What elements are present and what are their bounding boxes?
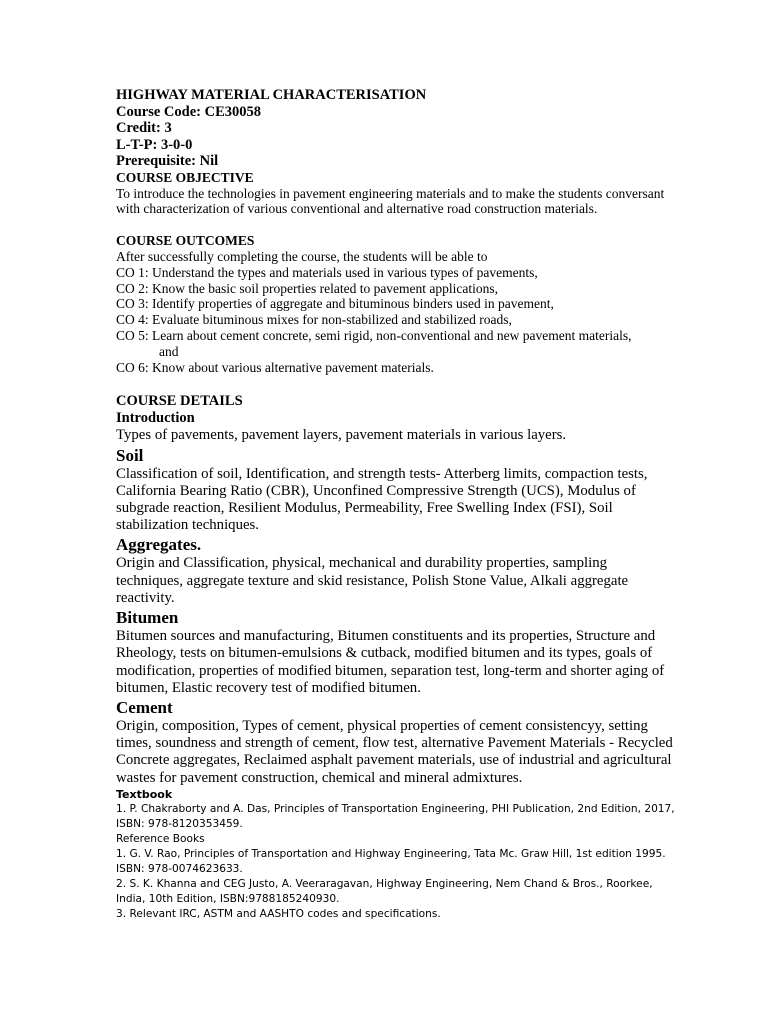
bitumen-title: Bitumen: [116, 608, 179, 628]
textbook-item: 1. P. Chakraborty and A. Das, Principles of Transportation Engineering, PHI Publication, 2nd Edition, 2017, ISBN: 978-8120353459.: [116, 802, 675, 830]
outcome-item: CO 6: Know about various alternative pavement materials.: [116, 359, 434, 375]
outcome-item: CO 1: Understand the types and materials used in various types of pavements,: [116, 264, 538, 280]
objective-text: To introduce the technologies in pavement engineering materials and to make the students conversant with characterization of various conventional and alternative road construction materials.: [116, 185, 665, 217]
objective-heading: COURSE OBJECTIVE: [116, 169, 254, 185]
outcomes-list: [116, 265, 676, 376]
course-prerequisite: Prerequisite: Nil: [116, 153, 219, 169]
bitumen-text: Bitumen sources and manufacturing, Bitumen constituents and its properties, Structure and Rheology, tests on bitumen-emulsions & cutback, modified bitumen and its types, goals of modification, properties of modified bitumen, separation test, long-term and shorter aging of bitumen, Elastic recovery test of modified bitumen.: [116, 628, 665, 696]
aggregates-title: Aggregates.: [116, 535, 202, 555]
outcomes-intro: After successfully completing the course, the students will be able to: [116, 249, 488, 265]
introduction-title: Introduction: [116, 410, 195, 427]
cement-title: Cement: [116, 697, 173, 717]
reference-item: 2. S. K. Khanna and CEG Justo, A. Veeraragavan, Highway Engineering, Nem Chand & Bros., Roorkee, India, 10th Edition, ISBN:9788185240930.: [116, 877, 653, 905]
outcomes-heading: COURSE OUTCOMES: [116, 233, 255, 249]
reference-heading: Reference Books: [116, 832, 205, 845]
soil-text: Classification of soil, Identification, and strength tests- Atterberg limits, compaction tests, California Bearing Ratio (CBR), Unconfined Compressive Strength (UCS), Modulus of subgrade reaction, Resilient Modulus, Permeability, Free Swelling Index (FSI), Soil stabilization techniques.: [116, 465, 648, 534]
outcome-item: CO 4: Evaluate bituminous mixes for non-stabilized and stabilized roads,: [116, 312, 512, 328]
aggregates-text: Origin and Classification, physical, mechanical and durability properties, sampling techniques, aggregate texture and skid resistance, Polish Stone Value, Alkali aggregate reactivity.: [116, 555, 629, 606]
textbook-heading: Textbook: [116, 787, 173, 801]
reference-item: 3. Relevant IRC, ASTM and AASHTO codes and specifications.: [116, 907, 441, 920]
syllabus-page: [116, 87, 676, 922]
course-code: Course Code: CE30058: [116, 103, 261, 120]
reference-item: 1. G. V. Rao, Principles of Transportation and Highway Engineering, Tata Mc. Graw Hill, 1st edition 1995. ISBN: 978-0074623633.: [116, 847, 666, 875]
course-ltp: L-T-P: 3-0-0: [116, 136, 193, 153]
outcome-item: CO 2: Know the basic soil properties related to pavement applications,: [116, 280, 499, 296]
outcome-item: CO 3: Identify properties of aggregate and bituminous binders used in pavement,: [116, 296, 554, 312]
cement-text: Origin, composition, Types of cement, physical properties of cement consistencyy, setting times, soundness and strength of cement, flow test, alternative Pavement Materials - Recycled Concrete aggregates, Reclaimed asphalt pavement materials, use of industrial and agricultural wastes for pavement construction, chemical and mineral admixtures.: [116, 717, 673, 786]
introduction-text: Types of pavements, pavement layers, pavement materials in various layers.: [116, 427, 567, 444]
outcome-item-continuation: and: [159, 343, 179, 359]
details-heading: COURSE DETAILS: [116, 393, 243, 410]
course-credit: Credit: 3: [116, 120, 172, 136]
soil-title: Soil: [116, 445, 144, 465]
course-title: HIGHWAY MATERIAL CHARACTERISATION: [116, 87, 427, 103]
outcome-item: CO 5: Learn about cement concrete, semi rigid, non-conventional and new pavement materials,: [116, 328, 632, 344]
